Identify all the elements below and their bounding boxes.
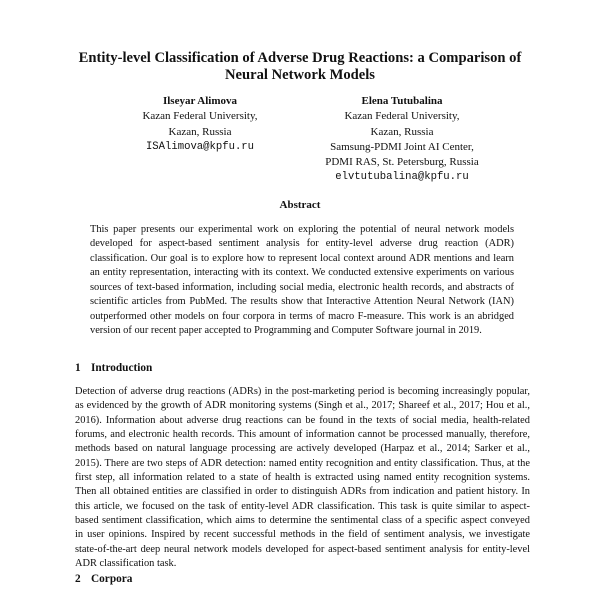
author-affiliation: Kazan Federal University, [142,110,258,123]
paper-title: Entity-level Classification of Adverse Drug Reactions: a Comparison of Neural Network Models [78,50,522,83]
abstract-text: This paper presents our experimental work on exploring the potential of neural network models developed for aspect-based sentiment analysis for entity-level adverse drug reaction (ADR) classification. Our goal is to explore how to represent local context around ADR mentions and learn an entity representation, interacting with its context. We conducted extensive experiments on various sources of text-based information, including social media, electronic health records, and abstracts of scientific articles from PubMed. The results show that Interactive Attention Neural Network (IAN) outperformed other models on four corpora in terms of macro F-measure. This work is an abridged version of our recent paper accepted to Programming and Computer Software journal in 2019. [90,224,514,337]
abstract-heading: Abstract [279,199,321,211]
author-name: Ilseyar Alimova [162,95,238,107]
section-heading-introduction [75,362,152,374]
section-title: Corpora [91,573,133,585]
author-affiliation: PDMI RAS, St. Petersburg, Russia [325,156,479,169]
author-affiliation: Kazan, Russia [370,125,434,138]
author-affiliation: Samsung-PDMI Joint AI Center, [330,140,474,153]
section-title: Introduction [91,362,153,374]
author-name: Elena Tutubalina [361,95,443,107]
author-email[interactable]: elvtutubalina@kpfu.ru [335,171,469,184]
introduction-text: Detection of adverse drug reactions (ADRs) in the post-marketing period is becoming increasingly popular, as evidenced by the growth of ADR monitoring systems (Singh et al., 2017; Shareef et al., 2017; Hou et al., 2016). Information about adverse drug reactions can be found in the texts of social media, health-related forums, and electronic health records. This amount of information cannot be processed manually, therefore, methods based on natural language processing are actively developed (Harpaz et al., 2014; Sarker et al., 2015). There are two steps of ADR detection: named entity recognition and entity classification. Thus, at the first step, all information related to a state of health is extracted using named entity recognition systems. Then all obtained entities are classified in order to distinguish ADRs from indication and patient history. In this article, we focused on the task of entity-level ADR classification. This task is quite similar to aspect-based sentiment classification, which aims to determine the sentimental class of a specific aspect conveyed in user opinions. Inspired by recent successful methods in the field of sentiment analysis, we investigate state-of-the-art deep neural network models developed for aspect-based sentiment analysis for entity-level ADR classification task. [75,386,530,570]
section-heading-corpora [75,573,132,585]
section-number: 2 [75,573,81,585]
section-number: 1 [75,362,81,374]
author-block-1 [110,94,290,155]
author-block-2 [302,94,502,186]
author-affiliation: Kazan, Russia [168,125,232,138]
author-affiliation: Kazan Federal University, [344,110,460,123]
author-email[interactable]: ISAlimova@kpfu.ru [145,140,255,153]
